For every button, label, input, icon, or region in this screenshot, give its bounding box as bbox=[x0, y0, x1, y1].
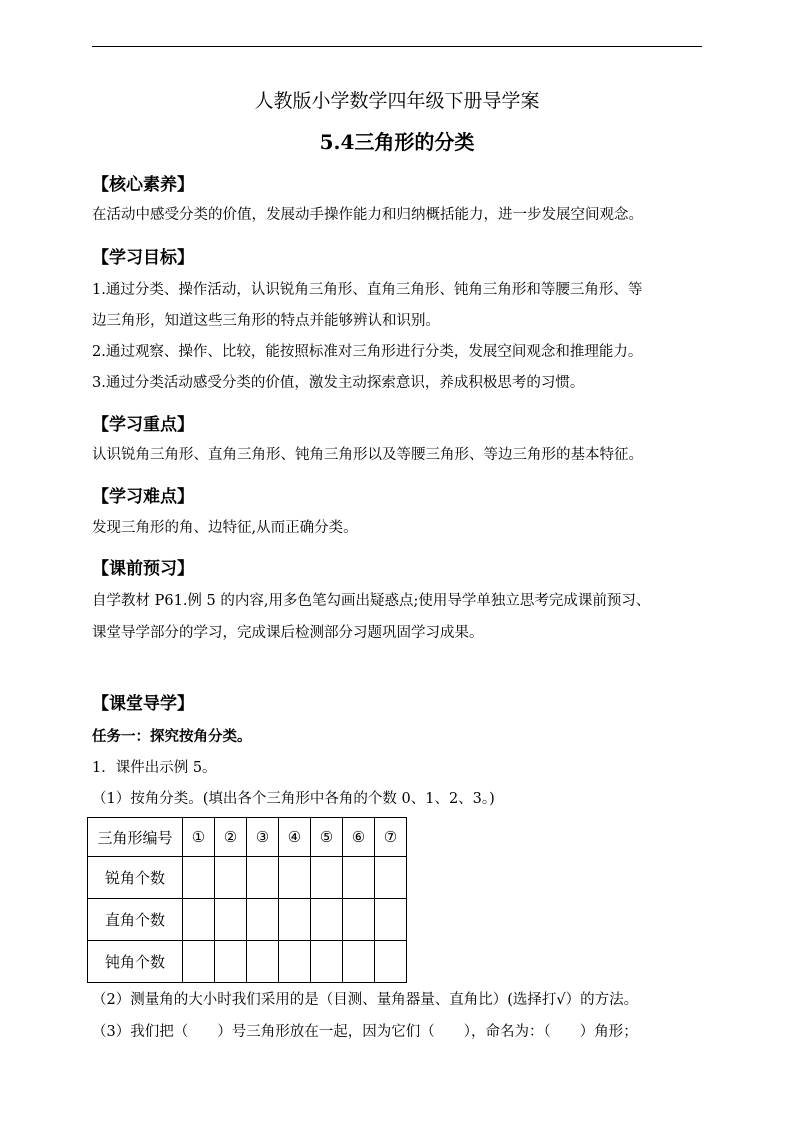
section-heading-guide: 【课堂导学】 bbox=[92, 694, 194, 714]
blank-cell[interactable] bbox=[183, 899, 215, 941]
blank-cell[interactable] bbox=[279, 899, 311, 941]
section-heading-preview: 【课前预习】 bbox=[92, 559, 194, 579]
difficulty-text: 发现三角形的角、边特征,从而正确分类。 bbox=[92, 520, 358, 536]
section-heading-core: 【核心素养】 bbox=[92, 175, 194, 195]
blank-cell[interactable] bbox=[279, 941, 311, 983]
goal-line-1: 1.通过分类、操作活动，认识锐角三角形、直角三角形、钝角三角形和等腰三角形、等 bbox=[92, 282, 643, 298]
blank-cell[interactable] bbox=[183, 857, 215, 899]
blank-cell[interactable] bbox=[343, 941, 375, 983]
angle-count-table bbox=[87, 817, 407, 983]
column-label: ⑥ bbox=[343, 818, 375, 857]
blank-cell[interactable] bbox=[215, 899, 247, 941]
column-label: ⑤ bbox=[311, 818, 343, 857]
question-3: （3）我们把（ ）号三角形放在一起，因为它们（ ），命名为：（ ）角形； bbox=[92, 1024, 638, 1040]
lesson-title: 5.4三角形的分类 bbox=[319, 130, 475, 154]
blank-cell[interactable] bbox=[311, 941, 343, 983]
document-title: 人教版小学数学四年级下册导学案 bbox=[254, 90, 540, 112]
key-text: 认识锐角三角形、直角三角形、钝角三角形以及等腰三角形、等边三角形的基本特征。 bbox=[92, 447, 643, 463]
row-label: 直角个数 bbox=[88, 899, 183, 941]
blank-cell[interactable] bbox=[343, 857, 375, 899]
preview-line-2: 课堂导学部分的学习，完成课后检测部分习题巩固学习成果。 bbox=[92, 625, 484, 641]
table-row bbox=[88, 941, 407, 983]
blank-cell[interactable] bbox=[311, 899, 343, 941]
column-label: ① bbox=[183, 818, 215, 857]
table-header-label: 三角形编号 bbox=[88, 818, 183, 857]
question-1: （1）按角分类。(填出各个三角形中各角的个数 0、1、2、3。) bbox=[92, 791, 495, 807]
column-label: ② bbox=[215, 818, 247, 857]
core-text: 在活动中感受分类的价值，发展动手操作能力和归纳概括能力，进一步发展空间观念。 bbox=[92, 207, 643, 223]
section-heading-goals: 【学习目标】 bbox=[92, 248, 194, 268]
row-label: 锐角个数 bbox=[88, 857, 183, 899]
row-label: 钝角个数 bbox=[88, 941, 183, 983]
blank-cell[interactable] bbox=[247, 941, 279, 983]
goal-line-2: 边三角形，知道这些三角形的特点并能够辨认和识别。 bbox=[92, 313, 440, 329]
blank-cell[interactable] bbox=[247, 899, 279, 941]
column-label: ⑦ bbox=[375, 818, 407, 857]
blank-cell[interactable] bbox=[279, 857, 311, 899]
table-row bbox=[88, 857, 407, 899]
section-heading-difficulty: 【学习难点】 bbox=[92, 487, 194, 507]
column-label: ④ bbox=[279, 818, 311, 857]
step-one: 1．课件出示例 5。 bbox=[92, 760, 217, 776]
blank-cell[interactable] bbox=[247, 857, 279, 899]
table-header-row bbox=[88, 818, 407, 857]
blank-cell[interactable] bbox=[375, 857, 407, 899]
preview-line-1: 自学教材 P61.例 5 的内容,用多色笔勾画出疑惑点;使用导学单独立思考完成课前预习、 bbox=[92, 593, 651, 609]
blank-cell[interactable] bbox=[375, 899, 407, 941]
task-one: 任务一：探究按角分类。 bbox=[92, 728, 252, 745]
table-row bbox=[88, 899, 407, 941]
blank-cell[interactable] bbox=[215, 857, 247, 899]
blank-cell[interactable] bbox=[183, 941, 215, 983]
blank-cell[interactable] bbox=[215, 941, 247, 983]
column-label: ③ bbox=[247, 818, 279, 857]
blank-cell[interactable] bbox=[311, 857, 343, 899]
section-heading-key: 【学习重点】 bbox=[92, 415, 194, 435]
blank-cell[interactable] bbox=[343, 899, 375, 941]
goal-line-3: 2.通过观察、操作、比较，能按照标准对三角形进行分类，发展空间观念和推理能力。 bbox=[92, 344, 643, 360]
question-2: （2）测量角的大小时我们采用的是（目测、量角器量、直角比）(选择打√）的方法。 bbox=[92, 992, 639, 1008]
goal-line-4: 3.通过分类活动感受分类的价值，激发主动探索意识，养成积极思考的习惯。 bbox=[92, 375, 585, 391]
blank-cell[interactable] bbox=[375, 941, 407, 983]
header-rule bbox=[92, 46, 702, 47]
